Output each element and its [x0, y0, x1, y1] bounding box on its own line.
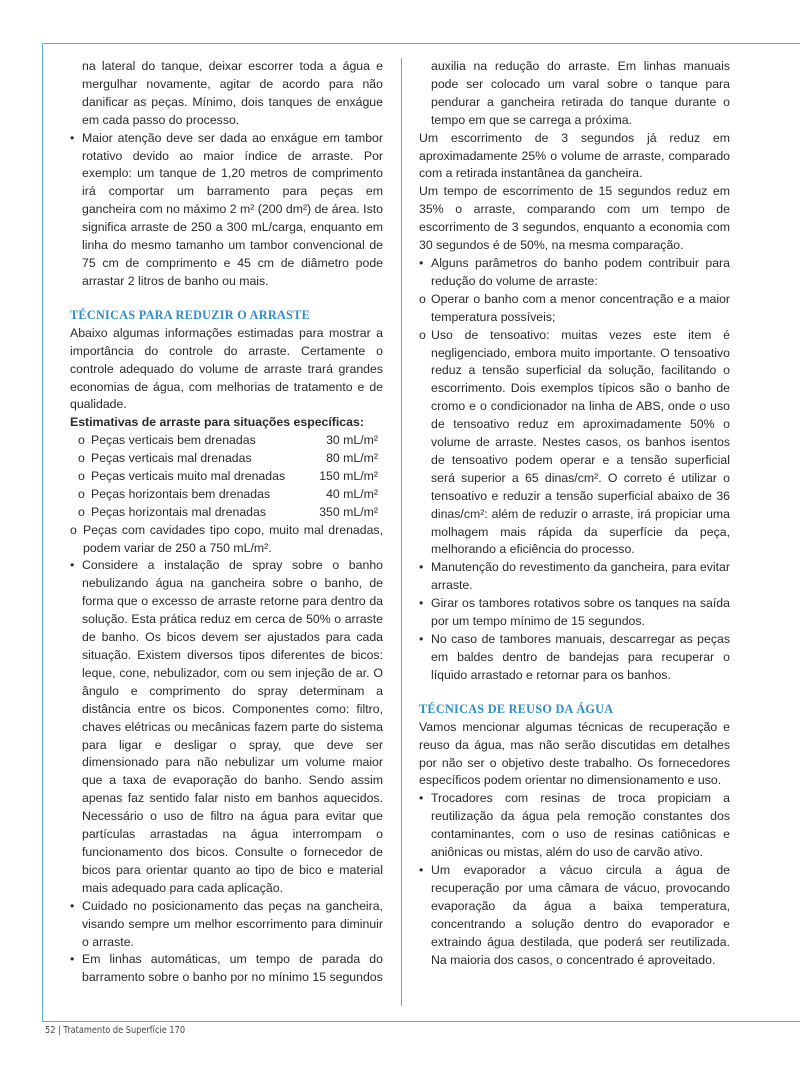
page-frame-top-rule — [42, 43, 800, 44]
bullet-item-girar-tambores: • Girar os tambores rotativos sobre os tanques na saída por um tempo mínimo de 15 segundos. — [419, 595, 730, 631]
estimate-cavidades-text: Peças com cavidades tipo copo, muito mal drenadas, podem variar de 250 a 750 mL/m². — [83, 522, 383, 555]
section-intro: Abaixo algumas informações estimadas para mostrar a importância do controle do arraste. Certamente o controle adequado do volume de arraste trará grandes economias de água, com melhorias de tratamento e de qualidade. — [70, 325, 383, 412]
estimates-list — [78, 432, 378, 521]
sub-item-tensoativo — [419, 327, 730, 560]
bullet-item-tambores-manuais: • No caso de tambores manuais, descarregar as peças em baldes dentro de bandejas para recuperar o líquido arrastado e retornar para os banhos. — [419, 631, 730, 685]
bullet-item-spray: • Considere a instalação de spray sobre o banho nebulizando água na gancheira sobre o banho, de forma que o excesso de arraste retorne para dentro da solução. Esta prática reduz em cerca de 50% o arraste de banho. Os bicos devem ser ajustados para cada situação. Existem diversos tipos diferentes de bicos: leque, cone, nebulizador, com ou sem injeção de ar. O ângulo e comprimento do spray determinam a distância entre os bicos. Componentes como: filtro, chaves elétricas ou mecânicas fazem parte do sistema para ligar e desligar o spray, que deve ser dimensionado para não nebulizar um volume maior que a taxa de evaporação do banho. Sendo assim apenas faz sentido falar nisto em banhos aquecidos. Necessário o uso de filtro na água para evitar que partículas arrastadas na água interrompam o funcionamento dos bicos. Consulte o fornecedor de bicos para orientar quanto ao tipo de bico e material mais adequado para cada aplicação. — [70, 557, 383, 897]
bullet-item-parametros: • Alguns parâmetros do banho podem contribuir para redução do volume de arraste: — [419, 255, 730, 291]
list-marker: o — [78, 433, 85, 448]
right-column — [419, 58, 730, 969]
bullet-item-tambor: • Maior atenção deve ser dada ao enxágue em tambor rotativo devido ao maior índice de arraste. Por exemplo: um tanque de 1,20 metros de comprimento irá comportar um barramento para peças em gancheira com no máximo 2 m² (200 dm²) de área. Isto significa arraste de 250 a 300 mL/carga, enquanto em linha do mesmo tamanho um tambor convencional de 75 cm de comprimento e 45 cm de diâmetro pode arrastar 2 litros de banho ou mais. — [70, 130, 383, 291]
section-intro: Vamos mencionar algumas técnicas de recuperação e reuso da água, mas não serão discutidas em detalhes por não ser o objetivo deste trabalho. Os fornecedores específicos podem orientar no dimensionamento e uso. — [419, 719, 730, 788]
estimate-label: Peças horizontais mal drenadas — [91, 504, 266, 519]
estimate-label: Peças horizontais bem drenadas — [91, 486, 271, 501]
section-title-reduzir-arraste: TÉCNICAS PARA REDUZIR O ARRASTE — [70, 307, 310, 322]
left-column — [70, 58, 383, 987]
bullet-item-manutencao: • Manutenção do revestimento da gancheira, para evitar arraste. — [419, 559, 730, 595]
estimate-label: Peças verticais muito mal drenadas — [91, 469, 286, 483]
column-divider — [401, 58, 402, 1006]
bullet-item-evaporador: • Um evaporador a vácuo circula a água de recuperação por uma câmara de vácuo, provocando evaporação da água a baixa temperatura, concentrando a solução dentro do evaporador e extraindo água destilada, que poderá ser reutilizada. Na maioria dos casos, o concentrado é aproveitado. — [419, 862, 730, 969]
estimate-row — [78, 486, 378, 504]
bullet-item-cuidado: • Cuidado no posicionamento das peças na gancheira, visando sempre um melhor escorrimento para diminuir o arraste. — [70, 898, 383, 952]
estimate-label: Peças verticais bem drenadas — [91, 433, 256, 448]
list-marker: o — [419, 327, 426, 342]
paragraph-continued: na lateral do tanque, deixar escorrer toda a água e mergulhar novamente, agitar de acordo para não danificar as peças. Mínimo, dois tanques de enxágue em cada passo do processo. — [82, 59, 383, 127]
estimate-row-cavidades — [70, 522, 383, 558]
estimate-row — [78, 468, 378, 486]
list-marker: o — [78, 469, 85, 483]
list-marker: o — [70, 522, 77, 537]
paragraph-escorrimento-15s: Um tempo de escorrimento de 15 segundos reduz em 35% o arraste, comparando com um tempo de escorrimento de 3 segundos, enquanto a economia com 30 segundos é de 50%, na mesma comparação. — [419, 184, 730, 253]
section-title-reuso-agua: TÉCNICAS DE REUSO DA ÁGUA — [419, 701, 614, 716]
bullet-item-trocadores: • Trocadores com resinas de troca propiciam a reutilização da água pela remoção constantes dos contaminantes, com o uso de resinas catiônicas e aniônicas ou mistas, além do uso de carvão ativo. — [419, 790, 730, 862]
sub-item-concentracao-text: Operar o banho com a menor concentração e a maior temperatura possíveis; — [431, 291, 730, 324]
estimates-title: Estimativas de arraste para situações específicas: — [70, 415, 364, 430]
paragraph-continued: auxilia na redução do arraste. Em linhas manuais pode ser colocado um varal sobre o tanque para pendurar a gancheira retirada do tanque durante o tempo em que se carrega a próxima. — [431, 59, 730, 127]
bullet-item-linhas-automaticas: • Em linhas automáticas, um tempo de parada do barramento sobre o banho por no mínimo 15 segundos — [70, 951, 383, 987]
paragraph-escorrimento-3s: Um escorrimento de 3 segundos já reduz em aproximadamente 25% o volume de arraste, comparado com a retirada instantânea da gancheira. — [419, 130, 730, 181]
estimate-row — [78, 450, 378, 468]
page-footer: 52 | Tratamento de Superfície 170 — [45, 1025, 186, 1036]
list-marker: o — [78, 451, 85, 466]
sub-item-tensoativo-text: Uso de tensoativo: muitas vezes este item é negligenciado, embora muito importante. O tensoativo reduz a tensão superficial da solução, facilitando o escorrimento. Dois exemplos típicos são o banho de cromo e o condicionador na linha de ABS, onde o uso de tensoativo reduz em aproximadamente 50% o volume de arraste. Nestes casos, os banhos isentos de tensoativo podem operar e a tensão superficial será superior a 65 dinas/cm². O correto é utilizar o tensoativo e reduzir a tensão superficial abaixo de 36 dinas/cm²: além de reduzir o arraste, irá propiciar uma molhagem mais rápida da superfície da peça, melhorando a eficiência do processo. — [431, 327, 730, 557]
sub-item-concentracao — [419, 291, 730, 327]
estimate-value: 80 mL/m² — [326, 451, 378, 466]
list-marker: o — [78, 504, 85, 519]
estimate-value: 150 mL/m² — [319, 469, 378, 483]
estimate-value: 40 mL/m² — [326, 486, 378, 501]
estimate-row — [78, 504, 378, 522]
estimate-value: 30 mL/m² — [326, 433, 378, 448]
estimate-row — [78, 432, 378, 450]
page-frame-bottom-rule — [42, 1021, 800, 1022]
estimate-label: Peças verticais mal drenadas — [91, 451, 252, 466]
page-frame-left-rule — [42, 43, 43, 1021]
list-marker: o — [78, 486, 85, 501]
estimate-value: 350 mL/m² — [319, 504, 378, 519]
list-marker: o — [419, 291, 426, 306]
